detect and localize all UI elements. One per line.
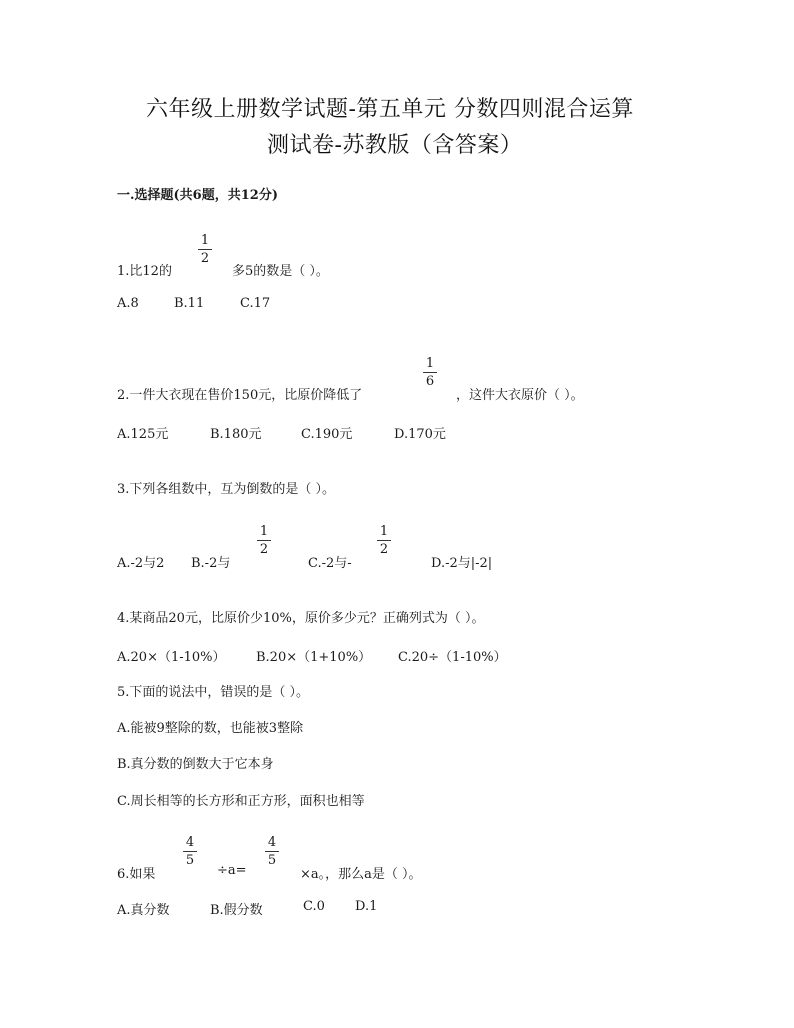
question-3-text: 3.下列各组数中，互为倒数的是（ ）。: [117, 482, 336, 497]
fraction-numerator: 4: [267, 835, 277, 850]
question-4-option-b: B.20×（1+10%）: [256, 650, 372, 665]
question-3-option-a: A.-2与2: [117, 556, 165, 571]
question-2-text-b: ，这件大衣原价（ ）。: [456, 388, 584, 403]
question-6-option-a: A.真分数: [117, 903, 170, 918]
question-5-option-a: A.能被9整除的数，也能被3整除: [117, 721, 304, 736]
question-4-text: 4.某商品20元，比原价少10%，原价多少元？正确列式为（ ）。: [117, 611, 485, 626]
question-2-fraction: [423, 356, 437, 389]
question-2-option-d: D.170元: [394, 427, 446, 442]
fraction-bar: [183, 851, 197, 852]
title-line-1: 六年级上册数学试题-第五单元 分数四则混合运算: [146, 97, 634, 122]
question-2-text-a: 2.一件大衣现在售价150元，比原价降低了: [117, 388, 363, 403]
question-1-option-c: C.17: [240, 296, 271, 311]
question-2-option-c: C.190元: [301, 427, 353, 442]
question-2-option-b: B.180元: [210, 427, 262, 442]
question-3-option-b-fraction: [257, 524, 271, 557]
fraction-bar: [377, 540, 391, 541]
title-line-2: 测试卷-苏教版（含答案）: [267, 133, 523, 158]
fraction-bar: [257, 540, 271, 541]
question-3-option-b: B.-2与: [191, 556, 231, 571]
question-3-option-c-fraction: [377, 524, 391, 557]
question-6-text-b: ÷a=: [217, 863, 247, 878]
question-1-text-b: 多5的数是（ ）。: [232, 264, 329, 279]
fraction-denominator: 2: [259, 542, 269, 557]
section-header: 一.选择题(共6题，共12分): [117, 188, 278, 203]
question-6-text-c: ×a。，那么a是（ ）。: [300, 867, 422, 882]
question-1-text-a: 1.比12的: [117, 264, 172, 279]
question-5-option-c: C.周长相等的长方形和正方形，面积也相等: [117, 794, 365, 809]
question-3-option-c: C.-2与-: [308, 556, 352, 571]
question-5-option-b: B.真分数的倒数大于它本身: [117, 757, 274, 772]
fraction-bar: [198, 249, 212, 250]
question-6-fraction-2: [265, 835, 279, 868]
question-4-option-a: A.20×（1-10%）: [117, 650, 226, 665]
question-6-option-d: D.1: [355, 899, 378, 914]
question-6-option-c: C.0: [303, 899, 325, 914]
fraction-numerator: 1: [200, 233, 210, 248]
question-1-fraction: [198, 233, 212, 266]
fraction-bar: [423, 372, 437, 373]
fraction-denominator: 5: [185, 853, 195, 868]
fraction-denominator: 2: [379, 542, 389, 557]
question-1-option-b: B.11: [174, 296, 205, 311]
fraction-numerator: 1: [379, 524, 389, 539]
question-4-option-c: C.20÷（1-10%）: [398, 650, 507, 665]
fraction-numerator: 1: [259, 524, 269, 539]
question-3-option-d: D.-2与|-2|: [431, 556, 493, 571]
question-2-option-a: A.125元: [117, 427, 169, 442]
question-5-text: 5.下面的说法中，错误的是（ ）。: [117, 685, 310, 700]
fraction-numerator: 1: [425, 356, 435, 371]
question-1-option-a: A.8: [117, 296, 139, 311]
question-6-fraction-1: [183, 835, 197, 868]
fraction-denominator: 6: [425, 374, 435, 389]
fraction-bar: [265, 851, 279, 852]
fraction-denominator: 5: [267, 853, 277, 868]
fraction-numerator: 4: [185, 835, 195, 850]
question-6-text-a: 6.如果: [117, 867, 156, 882]
question-6-option-b: B.假分数: [210, 903, 263, 918]
fraction-denominator: 2: [200, 251, 210, 266]
